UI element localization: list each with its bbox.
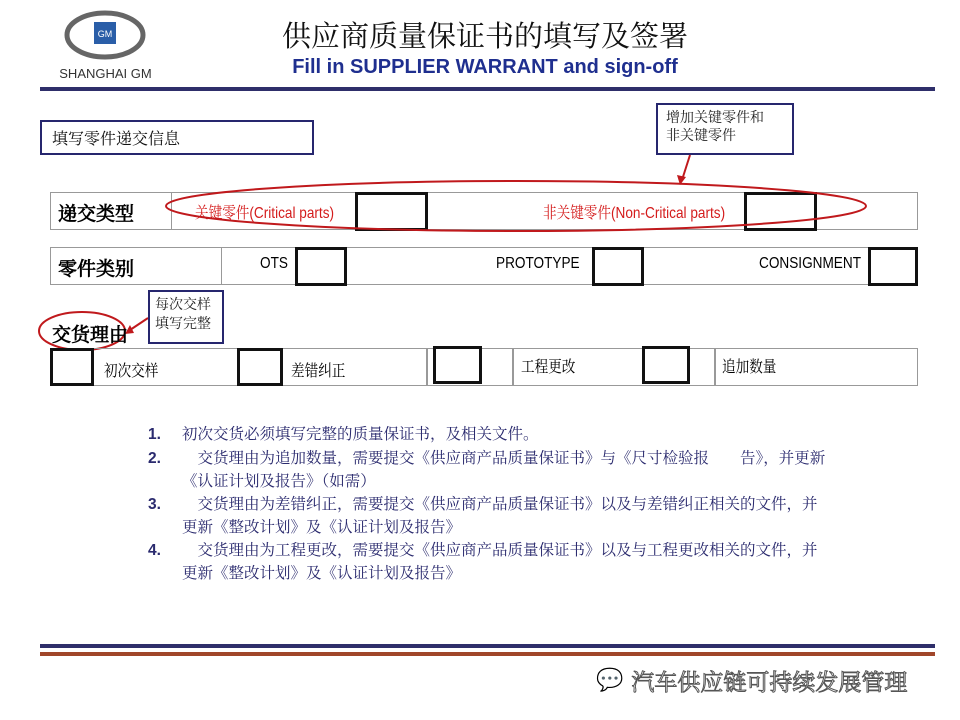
note-item [148, 447, 828, 493]
error-correction-label: 差错纠正 [291, 363, 346, 380]
note-text: 交货理由为追加数量，需要提交《供应商产品质量保证书》与《尺寸检验报 告》，并更新《认证计划及报告》（如需） [182, 448, 826, 490]
callout-line: 每次交样 [155, 297, 211, 313]
note-text: 交货理由为差错纠正，需要提交《供应商产品质量保证书》以及与差错纠正相关的文件，并更新《整改计划》及《认证计划及报告》 [182, 494, 818, 536]
notes-list [148, 423, 828, 585]
note-text: 交货理由为工程更改，需要提交《供应商产品质量保证书》以及与工程更改相关的文件，并更新《整改计划》及《认证计划及报告》 [182, 540, 818, 582]
note-number: 4. [148, 541, 161, 559]
ots-checkbox[interactable] [295, 247, 347, 286]
ots-label: OTS [260, 255, 288, 272]
note-number: 2. [148, 449, 161, 467]
additional-quantity-label: 追加数量 [722, 359, 777, 376]
error-correction-checkbox[interactable] [237, 348, 283, 386]
watermark [596, 664, 907, 697]
section-label: 填写零件递交信息 [52, 129, 181, 148]
watermark-text: 汽车供应链可持续发展管理 [631, 670, 908, 696]
footer-divider-navy [40, 644, 935, 648]
critical-parts-label: 关键零件(Critical parts) [195, 205, 335, 222]
svg-text:GM: GM [97, 29, 113, 39]
note-number: 3. [148, 495, 161, 513]
page-title: 供应商质量保证书的填写及签署 [281, 19, 688, 53]
callout-line: 非关键零件 [666, 128, 736, 144]
engineering-change-checkbox[interactable] [433, 346, 482, 384]
consignment-checkbox[interactable] [868, 247, 918, 286]
callout-line: 增加关键零件和 [666, 110, 764, 126]
part-category-label: 零件类别 [58, 258, 135, 280]
callout-each-delivery [148, 290, 224, 344]
consignment-label: CONSIGNMENT [759, 255, 861, 272]
prototype-label: PROTOTYPE [496, 255, 580, 272]
first-sample-checkbox[interactable] [50, 348, 94, 386]
non-critical-parts-label: 非关键零件(Non-Critical parts) [543, 205, 726, 222]
first-sample-label: 初次交样 [104, 363, 159, 380]
note-item [148, 493, 828, 539]
logo-text: SHANGHAI GM [59, 66, 152, 81]
cell-divider [512, 348, 514, 386]
note-item [148, 423, 828, 447]
footer-divider-brown [40, 652, 935, 656]
note-text: 初次交货必须填写完整的质量保证书，及相关文件。 [182, 425, 539, 443]
additional-quantity-checkbox[interactable] [642, 346, 690, 384]
cell-divider [426, 348, 428, 386]
delivery-reason-row [50, 348, 918, 386]
wechat-icon: 💬 [596, 668, 624, 693]
delivery-reason-label: 交货理由 [52, 324, 129, 346]
submission-type-label: 递交类型 [58, 203, 135, 225]
cell-divider [714, 348, 716, 386]
engineering-change-label: 工程更改 [521, 359, 576, 376]
prototype-checkbox[interactable] [592, 247, 644, 286]
callout-line: 填写完整 [155, 316, 211, 332]
note-number: 1. [148, 426, 161, 443]
page-subtitle: Fill in SUPPLIER WARRANT and sign-off [292, 56, 678, 78]
note-item [148, 539, 828, 585]
